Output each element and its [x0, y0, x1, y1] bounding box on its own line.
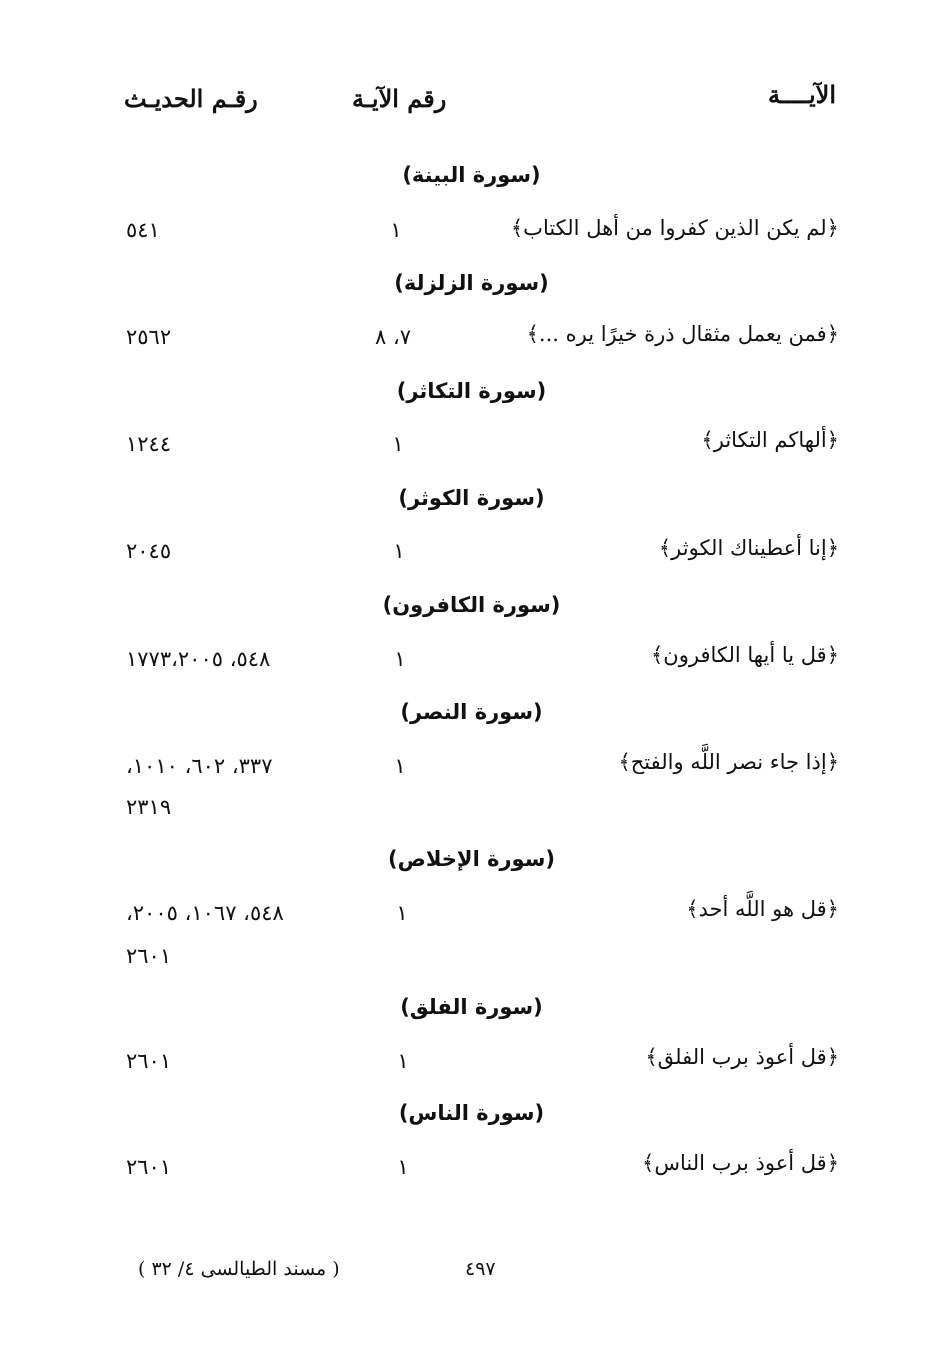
- verse-text: ﴿إذا جاء نصر اللَّه والفتح﴾: [618, 750, 839, 774]
- verse-text: ﴿قل أعوذ برب الناس﴾: [642, 1151, 839, 1175]
- surah-title: (سورة النصر): [400, 700, 543, 724]
- verse-number: ٧، ٨: [374, 325, 411, 349]
- surah-title: (سورة الزلزلة): [394, 271, 549, 295]
- verse-number: ١: [396, 901, 408, 925]
- verse-text: ﴿قل يا أيها الكافرون﴾: [651, 643, 839, 667]
- verse-number: ١: [394, 754, 406, 778]
- hadith-numbers: ٥٤٨، ١٧٧٣،٢٠٠٥: [126, 647, 271, 671]
- hadith-numbers-continued: ٢٦٠١: [126, 944, 172, 968]
- verse-text: ﴿قل هو اللَّه أحد﴾: [686, 897, 839, 921]
- hadith-numbers: ١٢٤٤: [126, 432, 172, 456]
- hadith-numbers: ٥٤٨، ١٠٦٧، ٢٠٠٥،: [126, 901, 284, 925]
- surah-title: (سورة الناس): [398, 1101, 545, 1125]
- surah-title: (سورة التكاثر): [396, 379, 547, 403]
- header-verse: الآيــــة: [767, 80, 836, 109]
- header-hadith-number: رقـم الحديـث: [124, 84, 258, 113]
- verse-text: ﴿ألهاكم التكاثر﴾: [701, 428, 839, 452]
- verse-number: ١: [392, 432, 404, 456]
- surah-title: (سورة الكافرون): [382, 593, 561, 617]
- verse-number: ١: [397, 1155, 409, 1179]
- verse-text: ﴿قل أعوذ برب الفلق﴾: [645, 1045, 839, 1069]
- verse-number: ١: [393, 539, 405, 563]
- page-number: ٤٩٧: [465, 1258, 496, 1280]
- verse-number: ١: [394, 647, 406, 671]
- verse-text: ﴿فمن يعمل مثقال ذرة خيرًا يره ...﴾: [526, 322, 839, 346]
- hadith-numbers: ٢٠٤٥: [126, 539, 172, 563]
- hadith-numbers: ٢٦٠١: [126, 1049, 172, 1073]
- verse-number: ١: [390, 218, 402, 242]
- header-verse-number: رقم الآيـة: [352, 84, 447, 113]
- hadith-numbers: ٢٥٦٢: [126, 325, 172, 349]
- surah-title: (سورة البينة): [402, 163, 541, 187]
- surah-title: (سورة الإخلاص): [388, 847, 555, 871]
- verse-text: ﴿إنا أعطيناك الكوثر﴾: [658, 536, 839, 560]
- footer-source: ( مسند الطيالسى ٤/ ٣٢ ): [138, 1258, 340, 1280]
- verse-text: ﴿لم يكن الذين كفروا من أهل الكتاب﴾: [510, 216, 839, 240]
- hadith-numbers: ٢٦٠١: [126, 1155, 172, 1179]
- verse-number: ١: [397, 1049, 409, 1073]
- hadith-numbers: ٣٣٧، ٦٠٢، ١٠١٠،: [126, 754, 273, 778]
- hadith-numbers-continued: ٢٣١٩: [126, 795, 172, 819]
- surah-title: (سورة الفلق): [400, 995, 543, 1019]
- hadith-numbers: ٥٤١: [126, 218, 160, 242]
- surah-title: (سورة الكوثر): [398, 486, 545, 510]
